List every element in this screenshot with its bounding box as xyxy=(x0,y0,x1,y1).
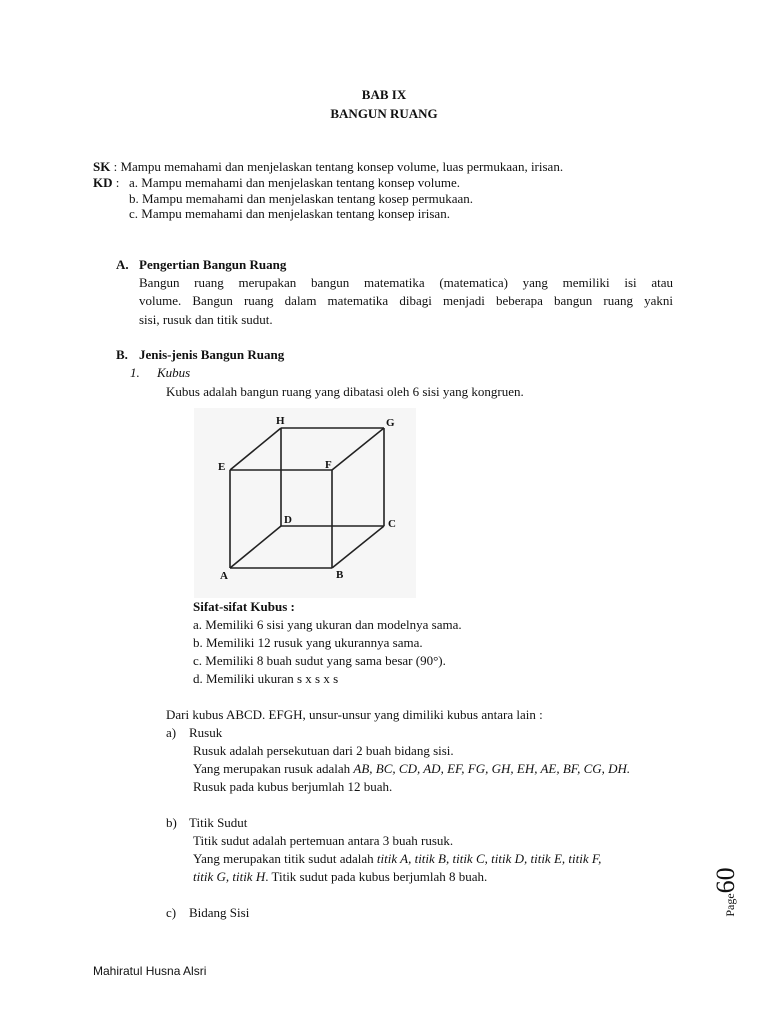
vertex-label-B: B xyxy=(336,569,344,581)
chapter-label: BAB IX xyxy=(361,87,407,102)
section-b-marker: B. xyxy=(116,347,128,362)
rusuk-count: Rusuk pada kubus berjumlah 12 buah. xyxy=(193,779,393,794)
sifat-item-b: b. Memiliki 12 rusuk yang ukurannya sama. xyxy=(193,635,423,650)
sifat-title: Sifat-sifat Kubus : xyxy=(193,599,295,614)
rusuk-list-edges: AB, BC, CD, AD, EF, FG, GH, EH, AE, BF, CG, DH. xyxy=(353,761,631,776)
section-a-title: Pengertian Bangun Ruang xyxy=(139,257,287,272)
rusuk-title: Rusuk xyxy=(189,725,223,740)
sifat-item-c: c. Memiliki 8 buah sudut yang sama besar (90°). xyxy=(193,653,446,668)
titik-list-prefix: Yang merupakan titik sudut adalah xyxy=(193,851,377,866)
subsection-1-title: Kubus xyxy=(157,365,191,380)
sifat-item-d: d. Memiliki ukuran s x s x s xyxy=(193,671,339,686)
footer-author: Mahiratul Husna Alsri xyxy=(93,964,207,978)
section-a-line-1: Bangun ruang merupakan bangun matematika (matematica) yang memiliki isi atau xyxy=(139,275,673,290)
vertex-label-E: E xyxy=(218,461,226,473)
cube-svg xyxy=(194,408,416,598)
page-number-value: 60 xyxy=(711,867,740,894)
rusuk-list xyxy=(193,760,630,778)
section-a-line-3: sisi, rusuk dan titik sudut. xyxy=(139,312,273,327)
sisi-title: Bidang Sisi xyxy=(189,905,250,920)
titik-list-line-2 xyxy=(193,868,487,886)
kd-line-1 xyxy=(93,174,119,192)
titik-list-line-1 xyxy=(193,850,601,868)
vertex-label-A: A xyxy=(220,570,228,582)
page-word: Page xyxy=(723,893,737,917)
vertex-label-D: D xyxy=(284,514,292,526)
kd-item-c: c. Mampu memahami dan menjelaskan tentang konsep irisan. xyxy=(129,206,450,221)
unsur-intro: Dari kubus ABCD. EFGH, unsur-unsur yang dimiliki kubus antara lain : xyxy=(166,707,543,722)
titik-marker: b) xyxy=(166,815,177,830)
vertex-label-F: F xyxy=(325,459,332,471)
section-a-marker: A. xyxy=(116,257,129,272)
titik-definition: Titik sudut adalah pertemuan antara 3 buah rusuk. xyxy=(193,833,454,848)
vertex-label-C: C xyxy=(388,518,396,530)
sk-label: SK xyxy=(93,159,111,174)
vertex-label-G: G xyxy=(386,417,395,429)
titik-title: Titik Sudut xyxy=(189,815,248,830)
sk-text: Mampu memahami dan menjelaskan tentang konsep volume, luas permukaan, irisan. xyxy=(120,159,564,174)
subsection-1-marker: 1. xyxy=(130,365,140,380)
sifat-item-a: a. Memiliki 6 sisi yang ukuran dan modelnya sama. xyxy=(193,617,462,632)
rusuk-list-prefix: Yang merupakan rusuk adalah xyxy=(193,761,354,776)
vertex-label-H: H xyxy=(276,415,285,427)
kd-label: KD xyxy=(93,175,113,190)
kd-sep: : xyxy=(115,175,120,190)
titik-list-vertices-2: titik G, titik H xyxy=(193,869,266,884)
kubus-intro: Kubus adalah bangun ruang yang dibatasi oleh 6 sisi yang kongruen. xyxy=(166,384,524,399)
kd-item-a: a. Mampu memahami dan menjelaskan tentang konsep volume. xyxy=(129,175,461,190)
section-a-line-2: volume. Bangun ruang dalam matematika dibagi menjadi beberapa bangun ruang yakni xyxy=(139,293,673,308)
kd-item-b: b. Mampu memahami dan menjelaskan tentang kosep permukaan. xyxy=(129,191,474,206)
sisi-marker: c) xyxy=(166,905,177,920)
page-title: BANGUN RUANG xyxy=(330,106,438,121)
sk-sep: : xyxy=(113,159,118,174)
rusuk-definition: Rusuk adalah persekutuan dari 2 buah bidang sisi. xyxy=(193,743,454,758)
titik-list-vertices-1: titik A, titik B, titik C, titik D, titik E, titik F, xyxy=(376,851,602,866)
cube-diagram xyxy=(194,408,416,598)
page-number xyxy=(708,862,748,922)
rusuk-marker: a) xyxy=(166,725,177,740)
section-b-title: Jenis-jenis Bangun Ruang xyxy=(139,347,285,362)
titik-count: . Titik sudut pada kubus berjumlah 8 buah. xyxy=(265,869,488,884)
